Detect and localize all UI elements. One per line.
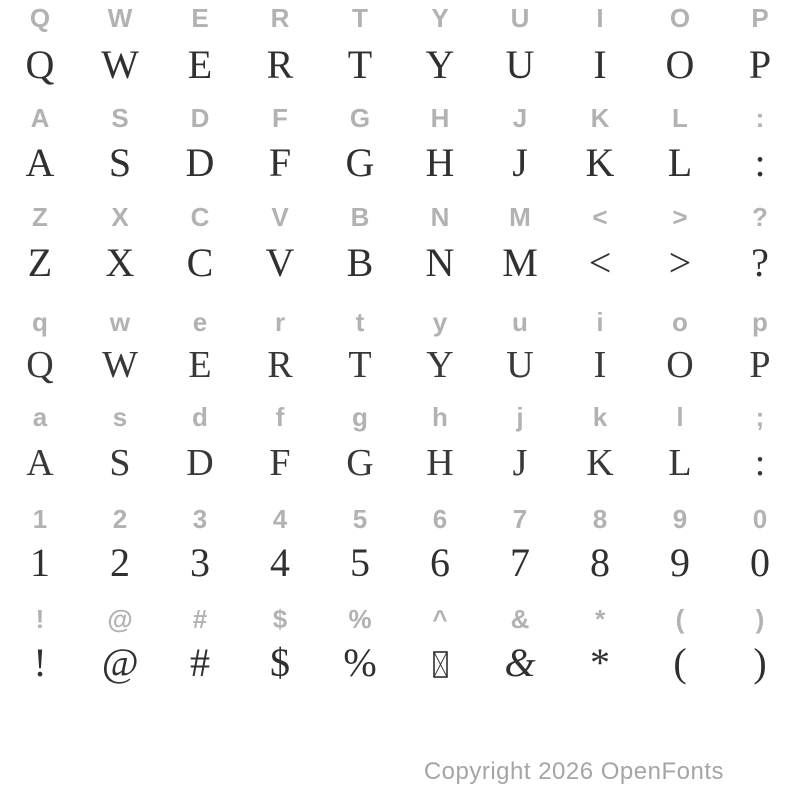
keyboard-char: C bbox=[190, 202, 210, 232]
keyboard-char: a bbox=[32, 402, 48, 432]
preview-glyph: F bbox=[268, 140, 292, 185]
preview-glyph: 3 bbox=[190, 540, 210, 585]
keyboard-char: X bbox=[111, 202, 129, 232]
keyboard-char: 3 bbox=[192, 504, 208, 534]
keyboard-label-row bbox=[0, 0, 800, 42]
preview-glyph: J bbox=[512, 140, 528, 185]
keyboard-char: o bbox=[672, 307, 688, 337]
keyboard-char: 1 bbox=[32, 504, 48, 534]
preview-glyph: X bbox=[105, 240, 135, 285]
preview-glyph: T bbox=[348, 344, 372, 386]
font-preview-row bbox=[0, 41, 800, 89]
preview-glyph: @ bbox=[101, 640, 139, 685]
keyboard-char: I bbox=[596, 3, 604, 33]
preview-glyph: A bbox=[26, 442, 54, 484]
preview-glyph: Z bbox=[27, 240, 53, 285]
font-preview-row bbox=[0, 439, 800, 487]
keyboard-char: * bbox=[594, 604, 606, 634]
preview-glyph: U bbox=[505, 42, 535, 87]
preview-glyph: S bbox=[109, 442, 131, 484]
keyboard-char: h bbox=[432, 402, 448, 432]
preview-glyph: # bbox=[190, 640, 210, 685]
preview-glyph: 2 bbox=[110, 540, 130, 585]
preview-glyph: * bbox=[590, 640, 610, 685]
preview-glyph: B bbox=[346, 240, 374, 285]
preview-glyph: M bbox=[502, 240, 538, 285]
preview-glyph: D bbox=[186, 442, 214, 484]
keyboard-char: O bbox=[669, 3, 691, 33]
keyboard-char: 0 bbox=[752, 504, 768, 534]
keyboard-char: J bbox=[512, 103, 528, 133]
keyboard-char: K bbox=[590, 103, 610, 133]
keyboard-label-row bbox=[0, 393, 800, 441]
keyboard-char: 8 bbox=[592, 504, 608, 534]
preview-glyph: S bbox=[108, 140, 132, 185]
keyboard-char: N bbox=[430, 202, 450, 232]
keyboard-char: 9 bbox=[672, 504, 688, 534]
keyboard-char: i bbox=[596, 307, 604, 337]
keyboard-char: ) bbox=[755, 604, 765, 634]
preview-glyph: I bbox=[593, 42, 607, 87]
keyboard-char: E bbox=[191, 3, 209, 33]
keyboard-char: ^ bbox=[432, 604, 448, 634]
preview-glyph: : bbox=[754, 442, 766, 484]
preview-glyph: 5 bbox=[350, 540, 370, 585]
keyboard-char: 6 bbox=[432, 504, 448, 534]
keyboard-char: P bbox=[751, 3, 769, 33]
preview-glyph: Q bbox=[26, 344, 54, 386]
keyboard-char: < bbox=[592, 202, 608, 232]
keyboard-char: L bbox=[672, 103, 688, 133]
keyboard-char: F bbox=[272, 103, 288, 133]
preview-glyph: L bbox=[668, 442, 692, 484]
preview-glyph: Q bbox=[25, 42, 55, 87]
preview-glyph: A bbox=[25, 140, 55, 185]
keyboard-char: U bbox=[510, 3, 530, 33]
keyboard-char: R bbox=[270, 3, 290, 33]
preview-glyph: ) bbox=[753, 640, 767, 685]
preview-glyph: % bbox=[343, 640, 377, 685]
preview-glyph: G bbox=[346, 442, 374, 484]
keyboard-char: W bbox=[107, 3, 133, 33]
keyboard-char: q bbox=[32, 307, 48, 337]
keyboard-label-row bbox=[0, 94, 800, 142]
preview-glyph: W bbox=[102, 344, 138, 386]
keyboard-char: 2 bbox=[112, 504, 128, 534]
keyboard-char: 4 bbox=[272, 504, 288, 534]
preview-glyph: W bbox=[101, 42, 139, 87]
preview-glyph: I bbox=[593, 344, 607, 386]
font-preview-row bbox=[0, 239, 800, 287]
keyboard-char: t bbox=[355, 307, 365, 337]
copyright-text: Copyright 2026 OpenFonts bbox=[423, 758, 724, 785]
preview-glyph: C bbox=[186, 240, 214, 285]
preview-glyph: 0 bbox=[750, 540, 770, 585]
keyboard-char: D bbox=[190, 103, 210, 133]
preview-glyph: U bbox=[506, 344, 534, 386]
preview-glyph: K bbox=[585, 140, 615, 185]
preview-glyph: 4 bbox=[270, 540, 290, 585]
keyboard-label-row bbox=[0, 298, 800, 346]
preview-glyph: O bbox=[665, 42, 695, 87]
preview-glyph: 9 bbox=[670, 540, 690, 585]
font-preview-row bbox=[0, 539, 800, 587]
preview-glyph: < bbox=[588, 240, 612, 285]
keyboard-char: : bbox=[755, 103, 765, 133]
preview-glyph: T bbox=[347, 42, 373, 87]
preview-glyph: E bbox=[188, 344, 212, 386]
keyboard-char: Y bbox=[431, 3, 449, 33]
keyboard-char: k bbox=[592, 402, 608, 432]
keyboard-char: g bbox=[352, 402, 368, 432]
keyboard-char: Z bbox=[32, 202, 48, 232]
preview-glyph bbox=[400, 639, 480, 687]
keyboard-char: @ bbox=[107, 604, 133, 634]
keyboard-label-row bbox=[0, 193, 800, 241]
preview-glyph: H bbox=[426, 442, 454, 484]
keyboard-label-row bbox=[0, 495, 800, 543]
preview-glyph: H bbox=[425, 140, 455, 185]
keyboard-label-row bbox=[0, 595, 800, 643]
preview-glyph: P bbox=[749, 344, 771, 386]
keyboard-char: 5 bbox=[352, 504, 368, 534]
missing-glyph-box bbox=[433, 651, 448, 678]
preview-glyph: D bbox=[185, 140, 215, 185]
keyboard-char: p bbox=[752, 307, 768, 337]
preview-glyph: 1 bbox=[30, 540, 50, 585]
keyboard-char: M bbox=[509, 202, 531, 232]
preview-glyph: $ bbox=[270, 640, 290, 685]
keyboard-char: r bbox=[274, 307, 286, 337]
keyboard-char: u bbox=[512, 307, 528, 337]
preview-glyph: E bbox=[187, 42, 213, 87]
font-preview-row bbox=[0, 341, 800, 389]
keyboard-char: j bbox=[516, 402, 524, 432]
keyboard-char: > bbox=[672, 202, 688, 232]
preview-glyph: P bbox=[748, 42, 772, 87]
keyboard-char: ; bbox=[755, 402, 765, 432]
keyboard-char: ( bbox=[675, 604, 685, 634]
preview-glyph: 8 bbox=[590, 540, 610, 585]
font-preview-row bbox=[0, 139, 800, 187]
keyboard-char: B bbox=[350, 202, 370, 232]
preview-glyph: O bbox=[666, 344, 694, 386]
preview-glyph: F bbox=[269, 442, 291, 484]
preview-glyph: V bbox=[265, 240, 295, 285]
font-preview-row bbox=[0, 639, 800, 687]
preview-glyph: ( bbox=[673, 640, 687, 685]
preview-glyph: ! bbox=[33, 640, 47, 685]
keyboard-char: % bbox=[348, 604, 372, 634]
preview-glyph: N bbox=[425, 240, 455, 285]
keyboard-char: y bbox=[432, 307, 448, 337]
keyboard-char: f bbox=[275, 402, 285, 432]
keyboard-char: S bbox=[111, 103, 129, 133]
keyboard-char: $ bbox=[272, 604, 288, 634]
preview-glyph: & bbox=[504, 640, 536, 685]
preview-glyph: R bbox=[266, 42, 294, 87]
keyboard-char: 7 bbox=[512, 504, 528, 534]
preview-glyph: ? bbox=[751, 240, 769, 285]
preview-glyph: G bbox=[345, 140, 375, 185]
preview-glyph: : bbox=[754, 140, 766, 185]
keyboard-char: & bbox=[510, 604, 530, 634]
keyboard-char: e bbox=[192, 307, 208, 337]
keyboard-char: ? bbox=[752, 202, 768, 232]
keyboard-char: s bbox=[112, 402, 128, 432]
preview-glyph: J bbox=[512, 442, 528, 484]
preview-glyph: R bbox=[267, 344, 293, 386]
keyboard-char: H bbox=[430, 103, 450, 133]
preview-glyph: 7 bbox=[510, 540, 530, 585]
keyboard-char: Q bbox=[29, 3, 51, 33]
keyboard-char: ! bbox=[35, 604, 45, 634]
keyboard-char: l bbox=[676, 402, 684, 432]
preview-glyph: 6 bbox=[430, 540, 450, 585]
preview-glyph: Y bbox=[426, 344, 454, 386]
preview-glyph: L bbox=[667, 140, 693, 185]
keyboard-char: G bbox=[349, 103, 371, 133]
preview-glyph: > bbox=[668, 240, 692, 285]
keyboard-char: A bbox=[30, 103, 50, 133]
preview-glyph: K bbox=[586, 442, 614, 484]
keyboard-char: T bbox=[352, 3, 368, 33]
keyboard-char: V bbox=[271, 202, 289, 232]
preview-glyph: Y bbox=[425, 42, 455, 87]
keyboard-char: w bbox=[109, 307, 131, 337]
keyboard-char: # bbox=[192, 604, 208, 634]
keyboard-char: d bbox=[192, 402, 208, 432]
